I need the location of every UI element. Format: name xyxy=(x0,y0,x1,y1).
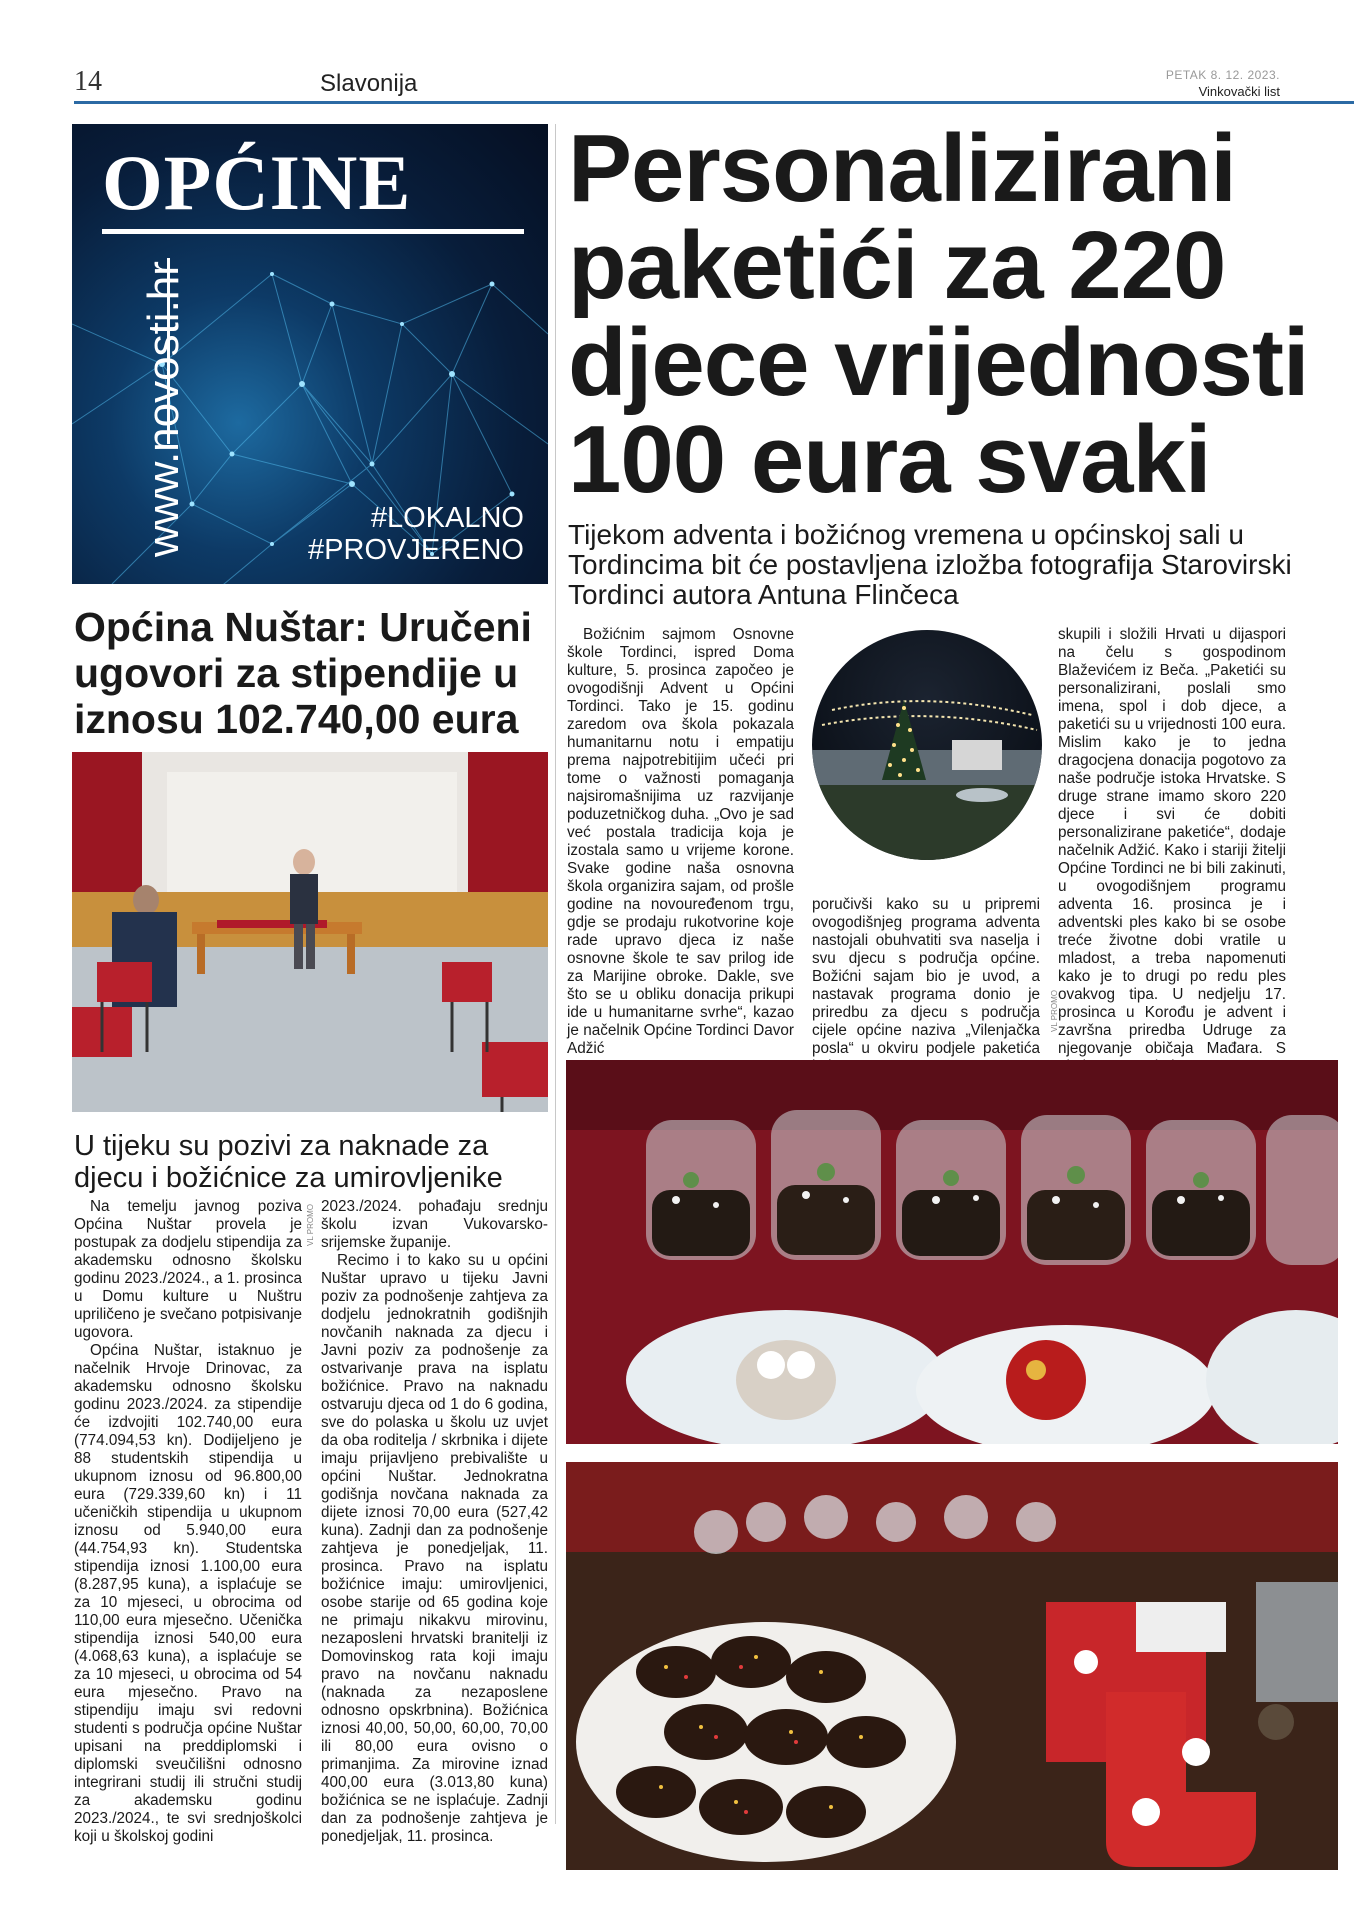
paragraph: Na temelju javnog poziva Općina Nuštar provela je postupak za dodjelu stipendija za akademsku odnosno školsku godinu 2023./2024., a 1. prosinca u Domu kulture u Nuštru upriličeno je svečano potpisivanje ugovora. xyxy=(74,1198,302,1341)
opcine-banner xyxy=(72,124,548,584)
scholarship-photo xyxy=(72,752,548,1112)
terrarium-jars-photo xyxy=(566,1060,1338,1444)
column-divider xyxy=(555,124,556,1824)
left-article-headline: Općina Nuštar: Uručeni ugovori za stipendije u iznosu 102.740,00 eura xyxy=(74,604,532,742)
paragraph: Općina Nuštar, istaknuo je načelnik Hrvoje Drinovac, za akademsku odnosno školsku godinu 2023./2024. za stipendije će izdvojiti 102.740,00 eura (774.094,53 kn). Dodijeljeno je 88 studentskih stipendija u ukupnom iznosu od 96.800,00 eura (729.339,60 kn) i 11 učeničkih stipendija u ukupnom iznosu od 5.940,00 eura (44.754,93 kn). Studentska stipendija iznosi 1.100,00 eura (8.287,95 kuna), a isplaćuje se za 10 mjeseci, u obrocima od 110,00 eura mjesečno. Učenička stipendija iznosi 540,00 eura (4.068,63 kuna), a isplaćuje se za 10 mjeseci, u obrocima od 54 eura mjesečno. Pravo na stipendiju imaju svi redovni studenti s područja općine Nuštar upisani na preddiplomski i diplomski sveučilišni odnosno integrirani studij ili stručni studij za akademsku godinu 2023./2024., te svi srednjoškolci koji u školskoj godini xyxy=(74,1342,302,1845)
paragraph: Božićnim sajmom Osnovne škole Tordinci, ispred Doma kulture, 5. prosinca započeo je ovogodišnji Advent u Općini Tordinci. Tako je 15. godinu zaredom ova škola pokazala humanitarnu notu i empatiju prema najpotrebitijim učeći pri tome o važnosti pomaganja najsiromašnijima uz razvijanje poduzetničkog duha. „Ovo je sad već postala tradicija koja je izostala samo u vrijeme korone. Svake godine naša osnovna škola organizira sajam, od prošle godine na novouređenom trgu, gdje se prodaju rukotvorine koje rade upravo djeca iz naše osnovne škole te sav prilog ide za Marijine obroke. Dakle, sve što se u obliku donacija prikupi ide u humanitarne svrhe“, kazao je načelnik Općine Tordinci Davor Adžić xyxy=(567,626,794,1057)
main-subheadline: Tijekom adventa i božićnog vremena u općinskoj sali u Tordincima bit će postavljena izložba fotografija Starovirski Tordinci autora Antuna Flinčeca xyxy=(568,519,1292,610)
banner-rule xyxy=(102,229,524,234)
photo-credit: VL PROMO xyxy=(306,1204,315,1246)
photo-credit: VL PROMO xyxy=(1050,990,1059,1032)
christmas-tree-photo xyxy=(812,630,1042,860)
cookies-decorations-drawing xyxy=(566,1462,1338,1870)
banner-title: OPĆINE xyxy=(102,139,412,226)
paragraph: poručivši kako su u pripremi ovogodišnjeg programa adventa nastojali obuhvatiti sva naselja i svu djecu s područja općine. Božićni sajam bio je uvod, a nastavak programa donio je priredbu za djecu s područja cijele općine naziva „Vilenjačka posla“ u okviru podjele paketića xyxy=(812,896,1040,1057)
terrarium-jars-drawing xyxy=(566,1060,1338,1444)
page-number: 14 xyxy=(74,66,102,97)
christmas-tree-drawing xyxy=(812,630,1042,860)
side-article-column-1 xyxy=(74,1198,302,1846)
paragraph: skupili i složili Hrvati u dijaspori na čelu s gospodinom Blaževićem iz Beča. „Paketići su personalizirani, poslali smo imena, spol i dob djece, a paketići su u vrijednosti 100 eura. Mislim kako je to jedna dragocjena donacija pogotovo za naše područje istoka Hrvatske. S druge strane imamo skoro 220 djece i svi će dobiti personalizirane paketiće“, dodaje načelnik Adžić. Kako i stariji žitelji Općine Tordinci ne bi bili zakinuti, u ovogodišnjem programu adventa 16. prosinca je i adventski ples kako bi se osobe treće životne dobi vratile u mladost, a treba napomenuti kako je to drugi po redu ples ovakvog tipa. U nedjelju 17. prosinca u Korođu je advent i završna priredba Udruge za njegovanje običaja Mađara. S xyxy=(1058,626,1286,1057)
paragraph: Recimo i to kako su u općini Nuštar upravo u tijeku Javni poziv za podnošenje zahtjeva za dodjelu jednokratnih godišnjih novčanih naknada za djecu i Javni poziv za podnošenje za ostvarivanje prava na isplatu božićnice. Pravo na naknadu ostvaruju djeca od 1 do 6 godina, sve do polaska u školu uz uvjet da oba roditelja / skrbnika i dijete imaju prijavljeno prebivalište u općini Nuštar. Jednokratna godišnja novčana naknada za dijete iznosi 70,00 eura (527,42 kuna). Zadnji dan za podnošenje zahtjeva je ponedjeljak, 11. prosinca. Pravo na isplatu božićnice imaju: umirovljenici, osobe starije od 65 godina koje ne primaju nikakvu mirovinu, nezaposleni hrvatski branitelji iz Domovinskog rata koji imaju pravo na novčanu naknadu (naknada za nezaposlene odnosno opskrbnina). Božićnica iznosi 40,00, 50,00, 60,00, 70,00 ili 80,00 eura ovisno o primanjima. Za mirovine iznad 400,00 eura (3.013,80 kuna) božićnica se ne isplaćuje. Zadnji dan za podnošenje zahtjeva je ponedjeljak, 11. prosinca. xyxy=(321,1252,548,1845)
cookies-decorations-photo xyxy=(566,1462,1338,1870)
side-article-headline: U tijeku su pozivi za naknade za djecu i božićnice za umirovljenike xyxy=(74,1130,503,1194)
main-headline: Personalizirani paketići za 220 djece vrijednosti 100 eura svaki xyxy=(568,115,1309,513)
scholarship-photo-drawing xyxy=(72,752,548,1112)
header-rule xyxy=(74,101,1354,104)
main-article-column-3 xyxy=(1058,626,1286,1076)
banner-tag-lokalno: #LOKALNO xyxy=(370,502,524,534)
banner-url: www.novosti.hr xyxy=(139,261,188,557)
main-article-column-1 xyxy=(567,626,794,1058)
section-title: Slavonija xyxy=(320,70,418,97)
banner-tag-provjereno: #PROVJERENO xyxy=(308,534,524,566)
paragraph: 2023./2024. pohađaju srednju školu izvan Vukovarsko-srijemske županije. xyxy=(321,1198,548,1251)
issue-date: PETAK 8. 12. 2023. xyxy=(1165,68,1280,82)
side-article-column-2 xyxy=(321,1198,548,1846)
main-article-column-2 xyxy=(812,896,1040,1076)
publication-name: Vinkovački list xyxy=(1198,84,1280,99)
